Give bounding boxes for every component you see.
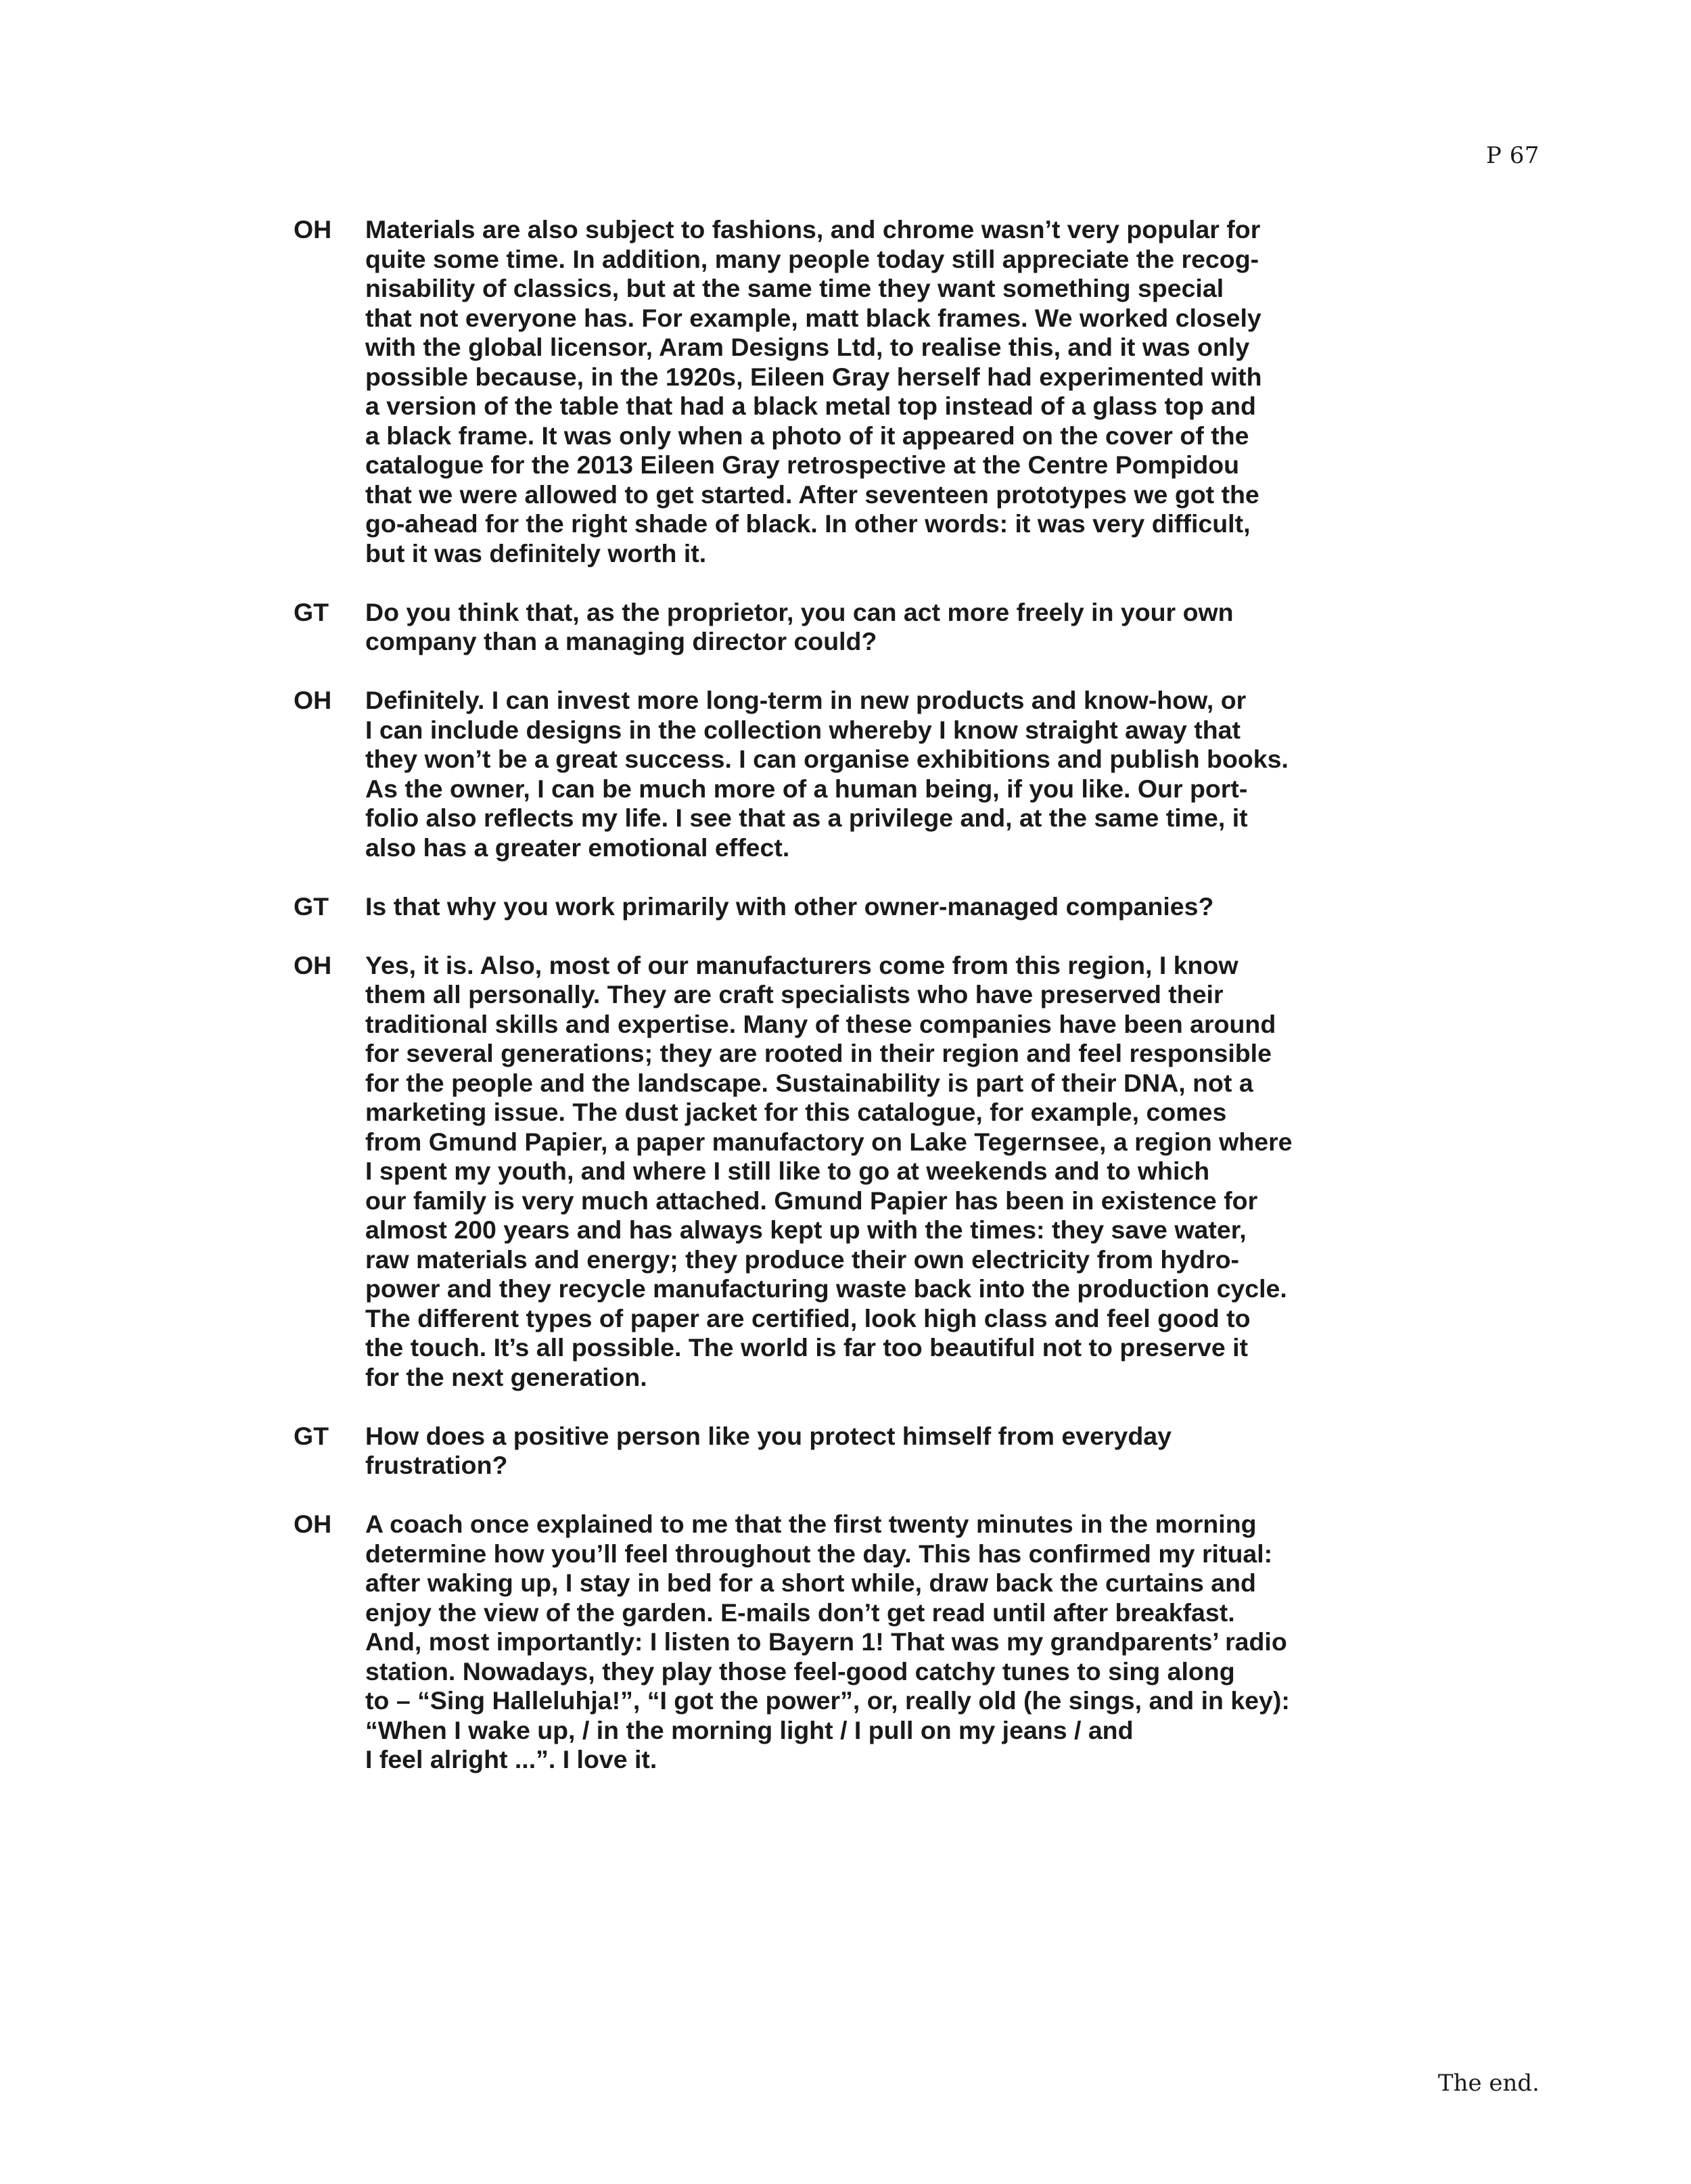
- entry-text: Do you think that, as the proprietor, you can act more freely in your own company than a managing director could?: [365, 597, 1234, 655]
- interview-entry: [294, 892, 1349, 922]
- interview-entry: [294, 1422, 1349, 1481]
- speaker-initials: GT: [294, 1421, 329, 1450]
- entry-text: Definitely. I can invest more long-term in new products and know-how, or I can include designs in the collection whereby I know straight away that they won’t be a great success. I can organise exhibitions and publish books. As the owner, I can be much more of a human being, if you like. Our port- folio also reflects my life. I see that as a privilege and, at the same time, it also has a greater emotional effect.: [365, 686, 1289, 862]
- speaker-initials: GT: [294, 597, 329, 626]
- entry-text: Materials are also subject to fashions, and chrome wasn’t very popular for quite some time. In addition, many people today still appreciate the recog- nisability of classics, but at the same time they want something special that not everyone has. For example, matt black frames. We worked closely with the global licensor, Aram Designs Ltd, to realise this, and it was only possible because, in the 1920s, Eileen Gray herself had experimented with a version of the table that had a black metal top instead of a glass top and a black frame. It was only when a photo of it appeared on the cover of the catalogue for the 2013 Eileen Gray retrospective at the Centre Pompidou that we were allowed to get started. After seventeen prototypes we got the go-ahead for the right shade of black. In other words: it was very difficult, but it was definitely worth it.: [365, 215, 1262, 567]
- interview-entry: [294, 951, 1349, 1393]
- speaker-initials: OH: [294, 1510, 332, 1538]
- page-footer-end: The end.: [1437, 2070, 1539, 2097]
- entry-text: A coach once explained to me that the first twenty minutes in the morning determine how you’ll feel throughout the day. This has confirmed my ritual: after waking up, I stay in bed for a short while, draw back the curtains and enjoy the view of the garden. E-mails don’t get read until after breakfast. And, most importantly: I listen to Bayern 1! That was my grandparents’ radio station. Nowadays, they play those feel-good catchy tunes to sing along to – “Sing Halleluhja!”, “I got the power”, or, really old (he sings, and in key): “When I wake up, / in the morning light / I pull on my jeans / and I feel alright ...”. I love it.: [365, 1510, 1290, 1773]
- page-number: P 67: [1486, 142, 1539, 169]
- interview-entry: [294, 215, 1349, 568]
- speaker-initials: GT: [294, 891, 329, 921]
- interview-transcript: [294, 215, 1349, 1804]
- entry-text: How does a positive person like you protect himself from everyday frustration?: [365, 1421, 1172, 1479]
- entry-text: Is that why you work primarily with other owner-managed companies?: [365, 891, 1214, 921]
- speaker-initials: OH: [294, 215, 332, 243]
- interview-entry: [294, 686, 1349, 862]
- interview-entry: [294, 598, 1349, 657]
- speaker-initials: OH: [294, 950, 332, 979]
- entry-text: Yes, it is. Also, most of our manufacturers come from this region, I know them all personally. They are craft specialists who have preserved their traditional skills and expertise. Many of these companies have been around for several generations; they are rooted in their region and feel responsible for the people and the landscape. Sustainability is part of their DNA, not a marketing issue. The dust jacket for this catalogue, for example, comes from Gmund Papier, a paper manufactory on Lake Tegernsee, a region where I spent my youth, and where I still like to go at weekends and to which our family is very much attached. Gmund Papier has been in existence for almost 200 years and has always kept up with the times: they save water, raw materials and energy; they produce their own electricity from hydro- power and they recycle manufacturing waste back into the production cycle. The different types of paper are certified, look high class and feel good to the touch. It’s all possible. The world is far too beautiful not to preserve it for the next generation.: [365, 950, 1293, 1391]
- speaker-initials: OH: [294, 686, 332, 714]
- interview-entry: [294, 1510, 1349, 1775]
